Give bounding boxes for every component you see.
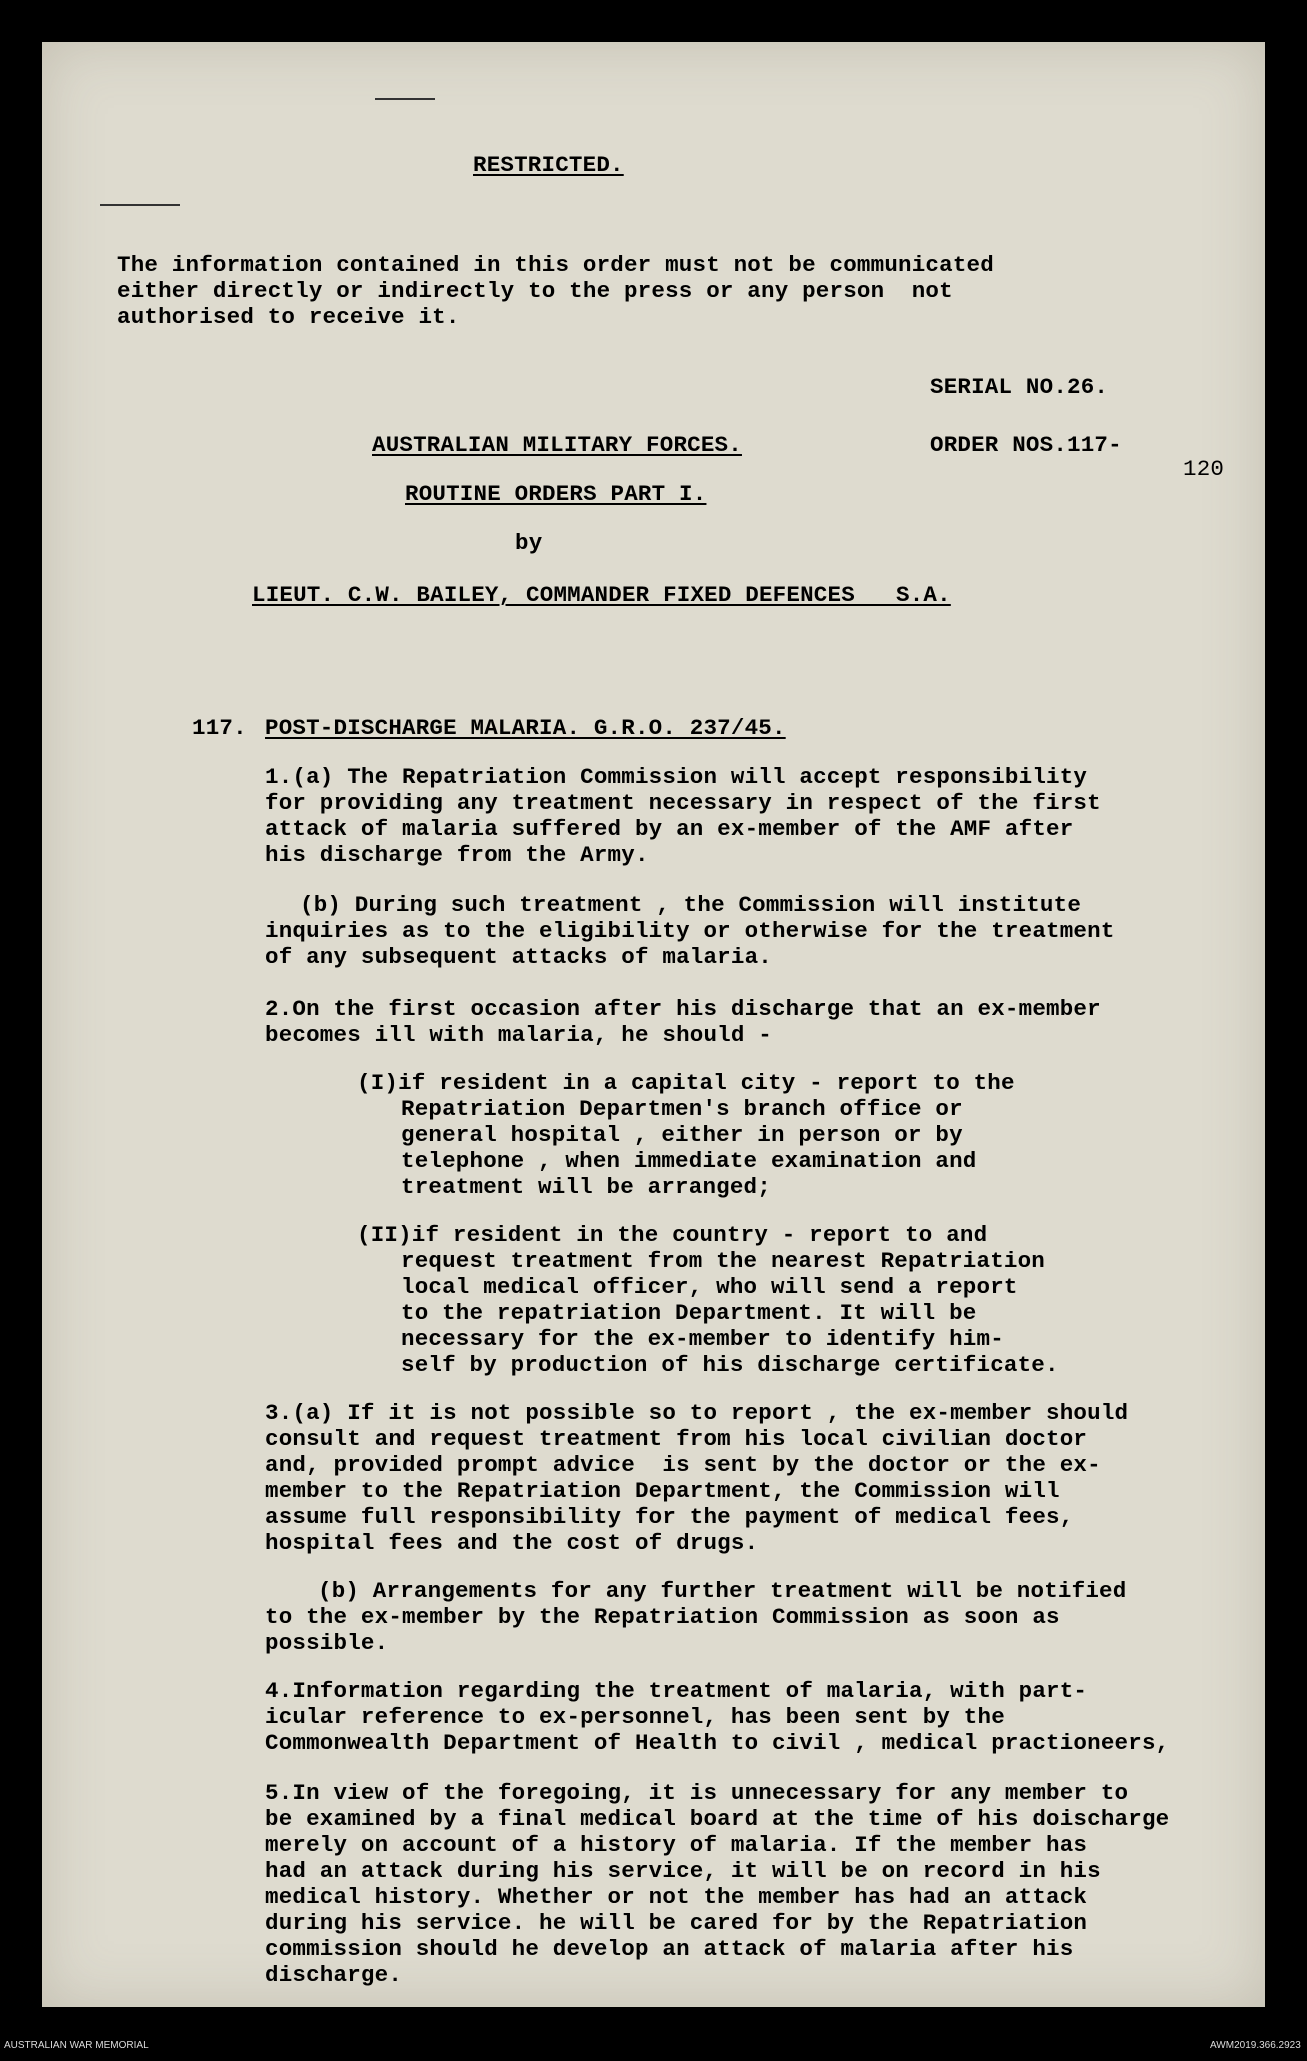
para-5-line: discharge. [265,1962,403,1988]
para-3a-line: consult and request treatment from his local civilian doctor [265,1426,1088,1452]
para-3a-line: member to the Repatriation Department, the Commission will [265,1478,1060,1504]
classification: RESTRICTED. [473,152,624,178]
para-4-line: 4.Information regarding the treatment of malaria, with part- [265,1678,1088,1704]
para-3b-line: (b) Arrangements for any further treatment will be notified [318,1578,1127,1604]
para-2-line: 2.On the first occasion after his discharge that an ex-member [265,996,1101,1022]
footer-source: AUSTRALIAN WAR MEMORIAL [4,2040,149,2051]
para-2-ii-line: necessary for the ex-member to identify him- [401,1326,1004,1352]
page-number: 120 [1183,456,1225,482]
para-1a-line: 1.(a) The Repatriation Commission will accept responsibility [265,764,1088,790]
para-1a-line: for providing any treatment necessary in respect of the first [265,790,1101,816]
para-3a-line: 3.(a) If it is not possible so to report , the ex-member should [265,1400,1129,1426]
order-numbers: ORDER NOS.117- [930,432,1122,458]
para-2-ii-line: local medical officer, who will send a report [401,1274,1018,1300]
para-5-line: be examined by a final medical board at the time of his doischarge [265,1806,1170,1832]
para-2-i-line: (I)if resident in a capital city - report to the [357,1070,1015,1096]
by-line: by [515,530,543,556]
para-5-line: during his service. he will be cared for by the Repatriation [265,1910,1088,1936]
para-3a-line: and, provided prompt advice is sent by the doctor or the ex- [265,1452,1101,1478]
para-1b-line: inquiries as to the eligibility or otherwise for the treatment [265,918,1115,944]
notice-line: The information contained in this order must not be communicated [117,252,994,278]
para-4-line: icular reference to ex-personnel, has been sent by the [265,1704,1005,1730]
para-2-ii-line: to the repatriation Department. It will be [401,1300,977,1326]
para-5-line: medical history. Whether or not the member has had an attack [265,1884,1088,1910]
footer-accession: AWM2019.366.2923 [1210,2040,1301,2051]
para-2-i-line: telephone , when immediate examination and [401,1148,977,1174]
para-4-line: Commonwealth Department of Health to civil , medical practioneers, [265,1730,1170,1756]
para-5-line: had an attack during his service, it will be on record in his [265,1858,1101,1884]
para-1b-line: of any subsequent attacks of malaria. [265,944,772,970]
para-3b-line: to the ex-member by the Repatriation Commission as soon as [265,1604,1060,1630]
routine-orders-title: ROUTINE ORDERS PART I. [405,481,707,507]
para-1a-line: his discharge from the Army. [265,842,649,868]
para-5-line: merely on account of a history of malaria. If the member has [265,1832,1088,1858]
para-3a-line: assume full responsibility for the payment of medical fees, [265,1504,1074,1530]
para-2-i-line: general hospital , either in person or by [401,1122,963,1148]
order-number: 117. [192,715,247,741]
para-5-line: commission should he develop an attack of malaria after his [265,1936,1074,1962]
para-1b-line: (b) During such treatment , the Commission will institute [300,892,1082,918]
para-5-line: 5.In view of the foregoing, it is unnecessary for any member to [265,1780,1129,1806]
ink-mark [100,204,180,206]
ink-mark [375,98,435,100]
para-2-i-line: Repatriation Departmen's branch office or [401,1096,963,1122]
serial-number: SERIAL NO.26. [930,374,1109,400]
para-2-ii-line: self by production of his discharge certificate. [401,1352,1059,1378]
order-title: POST-DISCHARGE MALARIA. G.R.O. 237/45. [265,715,786,741]
notice-line: authorised to receive it. [117,304,460,330]
para-2-i-line: treatment will be arranged; [401,1174,771,1200]
para-2-ii-line: request treatment from the nearest Repatriation [401,1248,1046,1274]
organization-title: AUSTRALIAN MILITARY FORCES. [372,432,742,458]
para-3b-line: possible. [265,1630,389,1656]
commander-line: LIEUT. C.W. BAILEY, COMMANDER FIXED DEFENCES S.A. [252,582,951,608]
para-3a-line: hospital fees and the cost of drugs. [265,1530,759,1556]
para-2-line: becomes ill with malaria, he should - [265,1022,772,1048]
notice-line: either directly or indirectly to the press or any person not [117,278,953,304]
para-1a-line: attack of malaria suffered by an ex-member of the AMF after [265,816,1074,842]
para-2-ii-line: (II)if resident in the country - report to and [357,1222,988,1248]
